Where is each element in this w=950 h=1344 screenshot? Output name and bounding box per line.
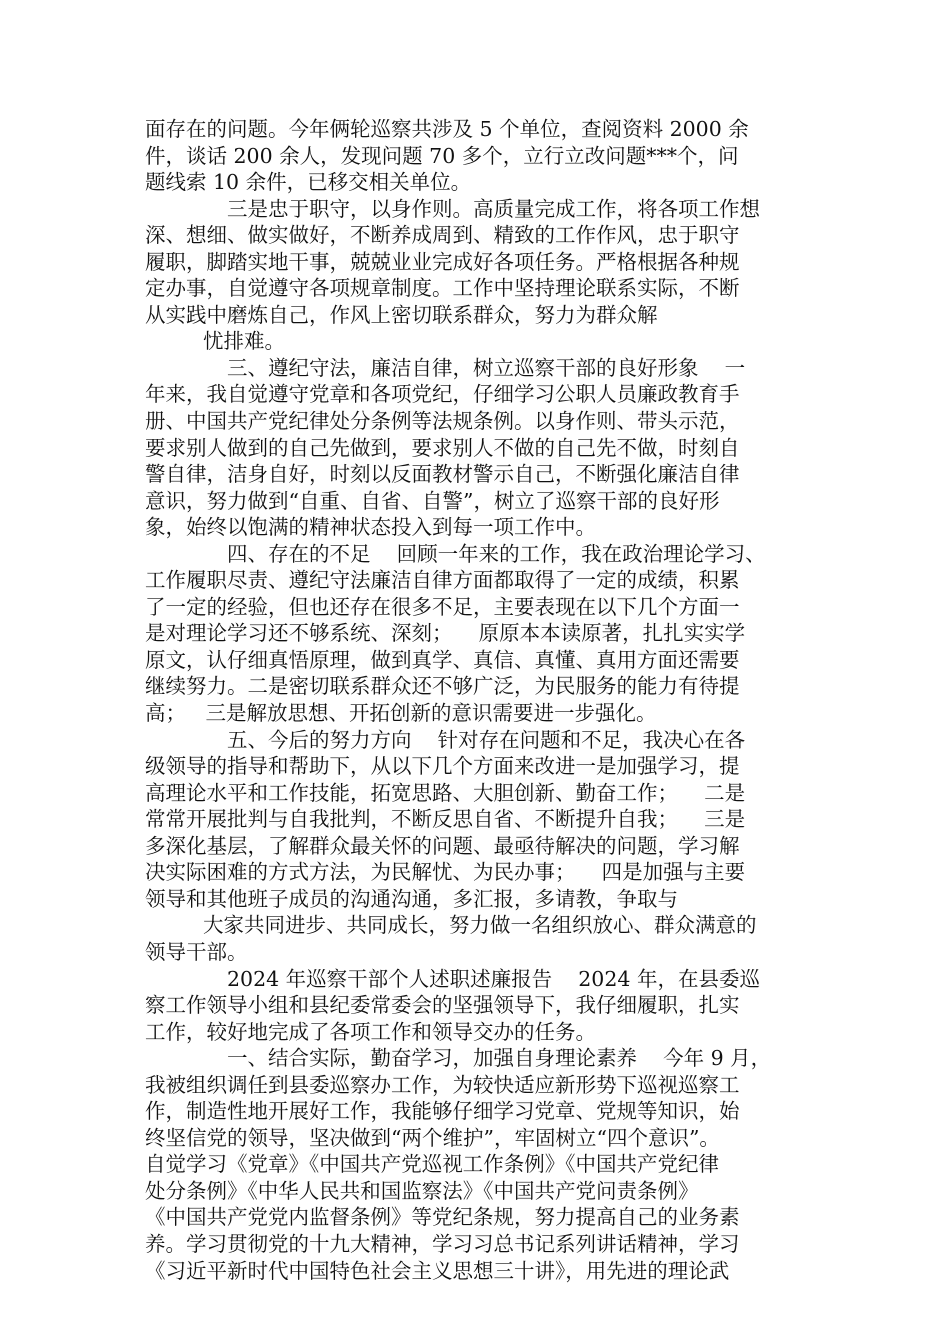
- text-line: 深、想细、做实做好，不断养成周到、精致的工作作风，忠于职守: [145, 223, 740, 248]
- text-line: 四、存在的不足 回顾一年来的工作，我在政治理论学习、: [227, 541, 766, 566]
- text-line: 三、遵纪守法，廉洁自律，树立巡察干部的良好形象 一: [227, 355, 746, 380]
- text-line: 要求别人做到的自己先做到，要求别人不做的自己先不做，时刻自: [145, 435, 740, 460]
- text-line: 大家共同进步、共同成长，努力做一名组织放心、群众满意的: [203, 913, 757, 938]
- text-line: 从实践中磨炼自己，作风上密切联系群众，努力为群众解: [145, 302, 658, 327]
- text-line: 三是忠于职守，以身作则。高质量完成工作，将各项工作想: [227, 196, 760, 221]
- text-line: 作，制造性地开展好工作，我能够仔细学习党章、党规等知识，始: [145, 1099, 740, 1124]
- text-line: 件，谈话 200 余人，发现问题 70 多个，立行立改问题***个，问: [145, 143, 739, 168]
- text-line: 终坚信党的领导，坚决做到“两个维护”，牢固树立“四个意识”。: [145, 1125, 720, 1150]
- text-line: 多深化基层，了解群众最关怀的问题、最亟待解决的问题，学习解: [145, 833, 740, 858]
- text-line: 年来，我自觉遵守党章和各项党纪，仔细学习公职人员廉政教育手: [145, 382, 740, 407]
- text-line: 处分条例》《中华人民共和国监察法》《中国共产党问责条例》: [145, 1178, 699, 1203]
- text-line: 意识，努力做到“自重、自省、自警”，树立了巡察干部的良好形: [145, 488, 720, 513]
- text-line: 我被组织调任到县委巡察办工作，为较快适应新形势下巡视巡察工: [145, 1072, 740, 1097]
- text-line: 履职，脚踏实地干事，兢兢业业完成好各项任务。严格根据各种规: [145, 249, 740, 274]
- text-line: 了一定的经验，但也还存在很多不足，主要表现在以下几个方面一: [145, 594, 740, 619]
- text-line: 警自律，洁身自好，时刻以反面教材警示自己，不断强化廉洁自律: [145, 462, 740, 487]
- text-line: 领导干部。: [145, 939, 248, 964]
- text-line: 册、中国共产党纪律处分条例等法规条例。以身作则、带头示范，: [145, 409, 740, 434]
- text-line: 决实际困难的方式方法，为民解忧、为民办事； 四是加强与主要: [145, 860, 746, 885]
- text-line: 高理论水平和工作技能，拓宽思路、大胆创新、勤奋工作； 二是: [145, 780, 746, 805]
- body-text: [145, 116, 825, 1284]
- text-line: 忧排难。: [203, 329, 285, 354]
- text-line: 五、今后的努力方向 针对存在问题和不足，我决心在各: [227, 727, 746, 752]
- text-line: 象，始终以饱满的精神状态投入到每一项工作中。: [145, 515, 596, 540]
- text-line: 《中国共产党党内监督条例》等党纪条规，努力提高自己的业务素: [145, 1205, 740, 1230]
- text-line: 领导和其他班子成员的沟通沟通，多汇报，多请教，争取与: [145, 886, 678, 911]
- text-line: 《习近平新时代中国特色社会主义思想三十讲》，用先进的理论武: [145, 1258, 730, 1283]
- text-line: 自觉学习《党章》《中国共产党巡视工作条例》《中国共产党纪律: [145, 1152, 719, 1177]
- text-line: 工作，较好地完成了各项工作和领导交办的任务。: [145, 1019, 596, 1044]
- text-line: 定办事，自觉遵守各项规章制度。工作中坚持理论联系实际，不断: [145, 276, 740, 301]
- text-line: 面存在的问题。今年俩轮巡察共涉及 5 个单位，查阅资料 2000 余: [145, 117, 749, 141]
- text-line: 原文，认仔细真悟原理，做到真学、真信、真懂、真用方面还需要: [145, 647, 740, 672]
- text-line: 2024 年巡察干部个人述职述廉报告 2024 年，在县委巡: [227, 966, 760, 991]
- text-line: 养。学习贯彻党的十九大精神，学习习总书记系列讲话精神，学习: [145, 1231, 740, 1256]
- text-line: 继续努力。二是密切联系群众还不够广泛，为民服务的能力有待提: [145, 674, 740, 699]
- text-line: 一、结合实际，勤奋学习，加强自身理论素养 今年 9 月，: [227, 1046, 772, 1071]
- text-line: 题线索 10 余件，已移交相关单位。: [145, 170, 472, 195]
- text-line: 级领导的指导和帮助下，从以下几个方面来改进一是加强学习，提: [145, 754, 740, 779]
- text-line: 是对理论学习还不够系统、深刻； 原原本本读原著，扎扎实实学: [145, 621, 746, 646]
- text-line: 常常开展批判与自我批判，不断反思自省、不断提升自我； 三是: [145, 807, 746, 832]
- text-line: 察工作领导小组和县纪委常委会的坚强领导下，我仔细履职，扎实: [145, 993, 740, 1018]
- text-line: 高； 三是解放思想、开拓创新的意识需要进一步强化。: [145, 701, 657, 726]
- text-line: 工作履职尽责、遵纪守法廉洁自律方面都取得了一定的成绩，积累: [145, 568, 740, 593]
